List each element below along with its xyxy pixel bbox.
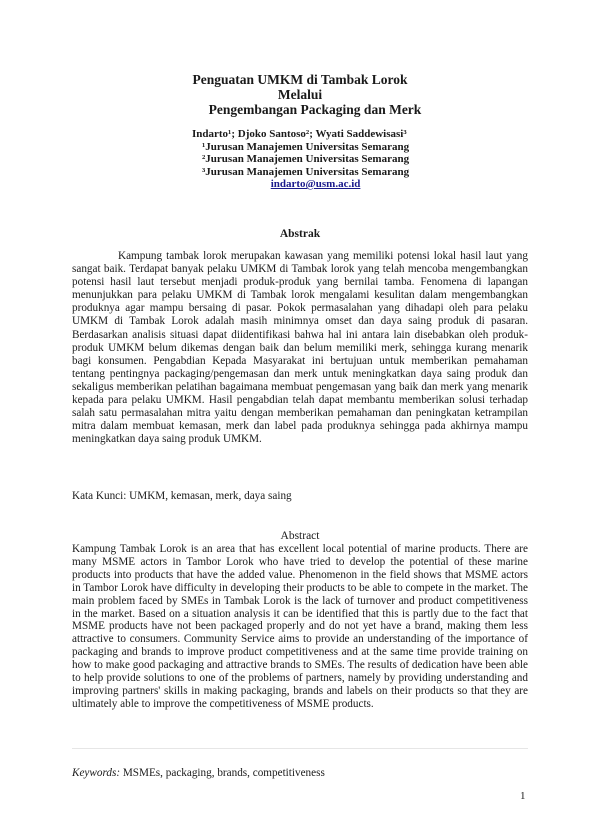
title-line-2: Melalui <box>277 87 323 102</box>
affiliation-3: ³Jurusan Manajemen Universitas Semarang <box>202 165 410 178</box>
keywords-en-label: Keywords: <box>72 767 121 779</box>
author-email-link[interactable]: indarto@usm.ac.id <box>270 178 361 190</box>
abstract-heading-id: Abstrak <box>279 228 321 240</box>
title-line-1: Penguatan UMKM di Tambak Lorok <box>192 72 408 87</box>
keywords-en-list: MSMEs, packaging, brands, competitiveness <box>122 767 325 779</box>
author-names: Indarto¹; Djoko Santoso²; Wyati Saddewisasi³ <box>192 128 407 140</box>
abstract-heading-en: Abstract <box>280 530 320 542</box>
affiliation-2: ²Jurusan Manajemen Universitas Semarang <box>202 153 410 165</box>
title-line-3: Pengembangan Packaging dan Merk <box>208 102 422 117</box>
abstract-body-en: Kampung Tambak Lorok is an area that has excellent local potential of marine products. There are many MSME actors in Tambor Lorok who have tried to develop the potential of these marine products into products that have the added value. Phenomenon in the field shows that MSME actors in Tambor Lorok have difficulty in developing their products to be able to compete in the market. The main problem faced by SMEs in Tambak Lorok is the lack of turnover and product competitiveness in the market. Based on a situation analysis it can be identified that this is partly due to the fact that MSME products have not been packaged properly and do not yet have a brand, making them less attractive to consumers. Community Service aims to provide an understanding of the importance of packaging and brands to improve product competitiveness and at the same time provide training on how to make good packaging and attractive brands to SMEs. The results of dedication have been able to help provide solutions to one of the problems of partners, namely by providing understanding and improving partners' skills in making packaging, brands and labels on their products so that they are ultimately able to improve the competitiveness of MSME products. <box>72 543 528 710</box>
author-block <box>192 128 409 191</box>
affiliation-1: ¹Jurusan Manajemen Universitas Semarang <box>202 140 410 153</box>
keywords-en <box>72 767 325 779</box>
keywords-id: Kata Kunci: UMKM, kemasan, merk, daya saing <box>72 490 292 502</box>
abstract-body-id: Kampung tambak lorok merupakan kawasan yang memiliki potensi lokal hasil laut yang sangat baik. Terdapat banyak pelaku UMKM di Tambak lorok yang telah mencoba mengembangkan potensi hasil laut tersebut menjadi produk-produk yang bernilai tamba. Fenomena di lapangan menunjukkan para pelaku UMKM di Tambak lorok mengalami kesulitan dalam mengembangkan produknya agar mampu bersaing di pasar. Pokok permasalahan yang dihadapi oleh para pelaku UMKM di Tambak Lorok adalah masih minimnya omset dan daya saing produk di pasaran. Berdasarkan analisis situasi dapat diidentifikasi bahwa hal ini antara lain disebabkan oleh produk-produk UMKM belum dikemas dengan baik dan belum memiliki merk, sehingga kurang menarik bagi konsumen. Pengabdian Kepada Masyarakat ini bertujuan untuk memberikan pemahaman tentang pentingnya packaging/pengemasan dan merk untuk meningkatkan daya saing produk dan sekaligus memberikan pelatihan bagaimana membuat pengemasan yang baik dan merk yang menarik kepada para pelaku UMKM. Hasil pengabdian telah dapat membantu memberikan solusi terhadap salah satu permasalahan mitra yaitu dengan memberikan pemahaman dan peningkatan ketrampilan mitra dalam membuat kemasan, merk dan label pada produknya sehingga pada akhirnya mampu meningkatkan daya saing produk UMKM. <box>72 250 528 446</box>
separator-line <box>72 748 528 749</box>
paper-title <box>0 72 600 117</box>
page-number: 1 <box>520 790 526 802</box>
